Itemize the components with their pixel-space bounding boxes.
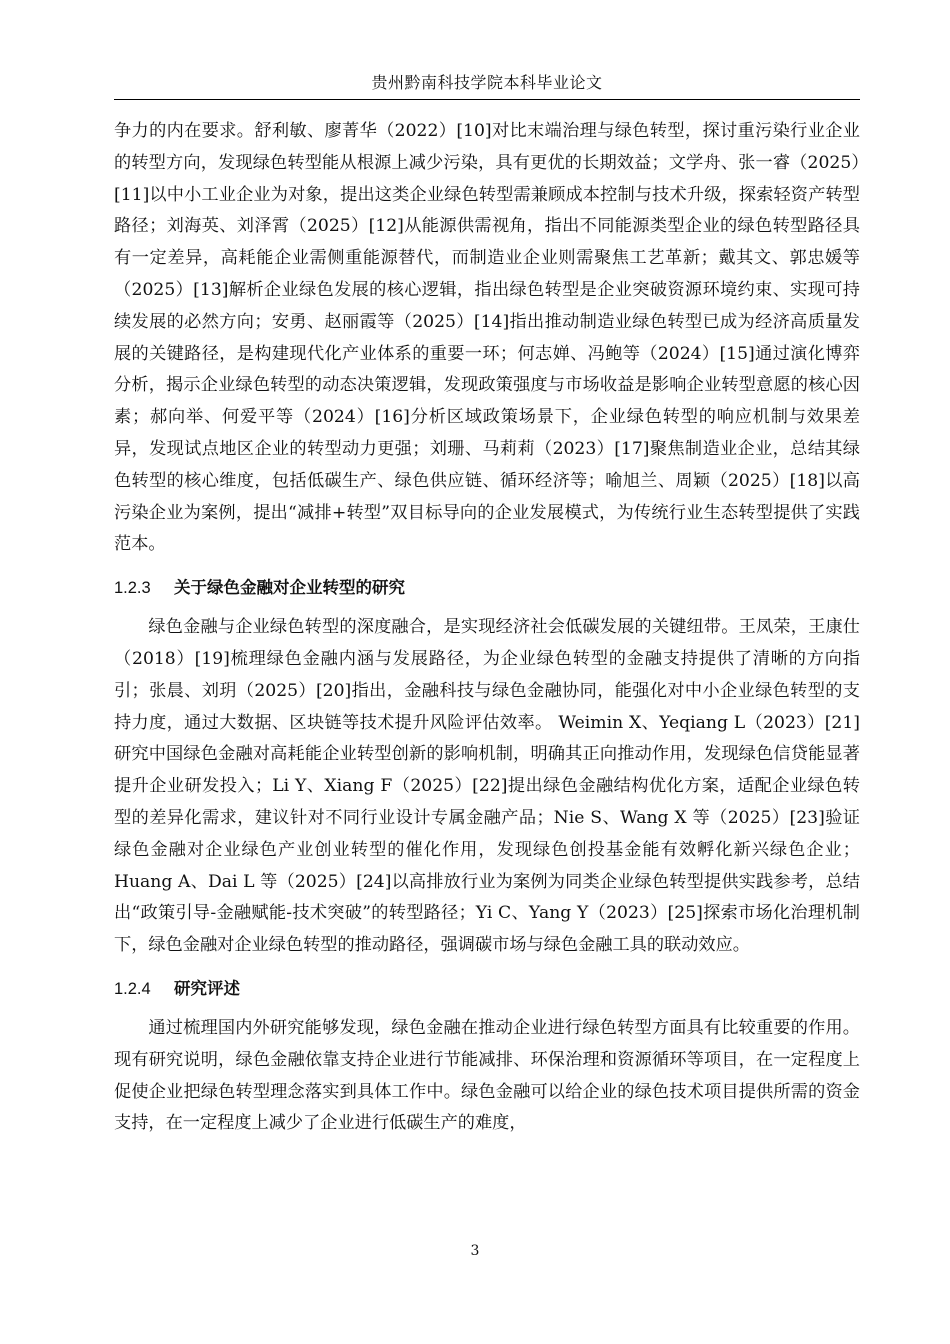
paragraph-research-review: 通过梳理国内外研究能够发现，绿色金融在推动企业进行绿色转型方面具有比较重要的作用。现有研究说明，绿色金融依靠支持企业进行节能减排、环保治理和资源循环等项目，在一定程度上促使企业把绿色转型理念落实到具体工作中。绿色金融可以给企业的绿色技术项目提供所需的资金支持，在一定程度上减少了企业进行低碳生产的难度， xyxy=(114,1017,860,1134)
section-heading-1-2-3 xyxy=(114,572,860,604)
body-text xyxy=(114,116,860,1140)
paragraph-green-finance-research: 绿色金融与企业绿色转型的深度融合，是实现经济社会低碳发展的关键纽带。王凤荣，王康仕（2018）[19]梳理绿色金融内涵与发展路径，为企业绿色转型的金融支持提供了清晰的方向指引；张晨、刘玥（2025）[20]指出，金融科技与绿色金融协同，能强化对中小企业绿色转型的支持力度，通过大数据、区块链等技术提升风险评估效率。 Weimin X、Yeqiang L（2023）[21]研究中国绿色金融对高耗能企业转型创新的影响机制，明确其正向推动作用，发现绿色信贷能显著提升企业研发投入；Li Y、Xiang F（2025）[22]提出绿色金融结构优化方案，适配企业绿色转型的差异化需求，建议针对不同行业设计专属金融产品；Nie S、Wang X 等（2025）[23]验证绿色金融对企业绿色产业创业转型的催化作用，发现绿色创投基金能有效孵化新兴绿色企业；Huang A、Dai L 等（2025）[24]以高排放行业为案例为同类企业绿色转型提供实践参考，总结出“政策引导-金融赋能-技术突破”的转型路径；Yi C、Yang Y（2023）[25]探索市场化治理机制下，绿色金融对企业绿色转型的推动路径，强调碳市场与绿色金融工具的联动效应。 xyxy=(114,617,860,956)
paragraph-literature-review-continued: 争力的内在要求。舒利敏、廖菁华（2022）[10]对比末端治理与绿色转型，探讨重污染行业企业的转型方向，发现绿色转型能从根源上减少污染，具有更优的长期效益；文学舟、张一睿（2025）[11]以中小工业企业为对象，提出这类企业绿色转型需兼顾成本控制与技术升级，探索轻资产转型路径；刘海英、刘泽霄（2025）[12]从能源供需视角，指出不同能源类型企业的绿色转型路径具有一定差异，高耗能企业需侧重能源替代，而制造业企业则需聚焦工艺革新；戴其文、郭忠媛等（2025）[13]解析企业绿色发展的核心逻辑，指出绿色转型是企业突破资源环境约束、实现可持续发展的必然方向；安勇、赵丽霞等（2025）[14]指出推动制造业绿色转型已成为经济高质量发展的关键路径，是构建现代化产业体系的重要一环；何志婵、冯鲍等（2024）[15]通过演化博弈分析，揭示企业绿色转型的动态决策逻辑，发现政策强度与市场收益是影响企业转型意愿的核心因素；郝向举、何爱平等（2024）[16]分析区域政策场景下，企业绿色转型的响应机制与效果差异，发现试点地区企业的转型动力更强；刘珊、马莉莉（2023）[17]聚焦制造业企业，总结其绿色转型的核心维度，包括低碳生产、绿色供应链、循环经济等；喻旭兰、周颖（2025）[18]以高污染企业为案例，提出“减排+转型”双目标导向的企业发展模式，为传统行业生态转型提供了实践范本。 xyxy=(114,121,860,555)
section-title: 研究评述 xyxy=(174,978,240,998)
header-rule xyxy=(114,99,860,100)
section-heading-1-2-4 xyxy=(114,973,860,1005)
section-number: 1.2.3 xyxy=(114,579,151,598)
running-header: 贵州黔南科技学院本科毕业论文 xyxy=(371,73,603,92)
page-number: 3 xyxy=(470,1243,480,1259)
section-title: 关于绿色金融对企业转型的研究 xyxy=(174,578,405,598)
section-number: 1.2.4 xyxy=(114,979,151,998)
